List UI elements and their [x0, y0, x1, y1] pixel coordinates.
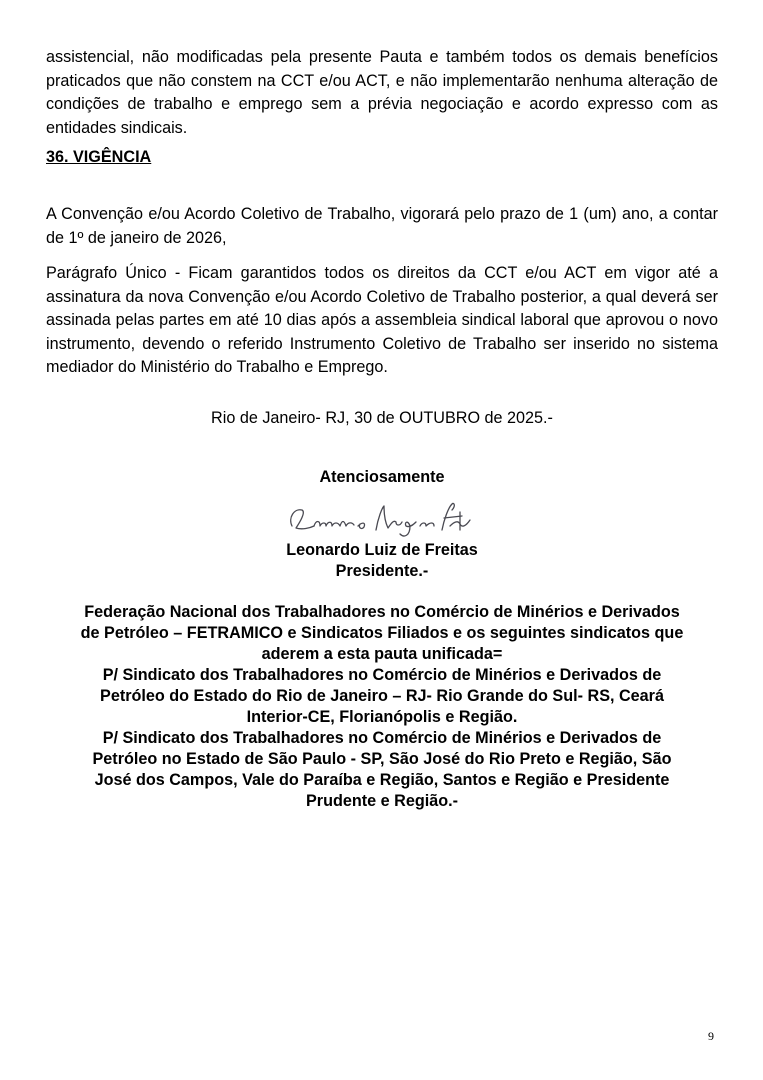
federation-block: [46, 602, 718, 812]
federation-line: Federação Nacional dos Trabalhadores no Comércio de Minérios e Derivados: [84, 603, 680, 621]
federation-line: P/ Sindicato dos Trabalhadores no Comércio de Minérios e Derivados de: [102, 729, 662, 747]
signer-block: [46, 540, 718, 582]
intro-paragraph: assistencial, não modificadas pela presente Pauta e também todos os demais benefícios praticados que não constem na CCT e/ou ACT, e não implementarão nenhuma alteração de condições de trabalho e emprego sem a prévia negociação e acordo expresso com as entidades sindicais.: [46, 48, 718, 137]
federation-line: Interior-CE, Florianópolis e Região.: [246, 708, 518, 726]
signer-title: Presidente.-: [335, 562, 429, 580]
page-number: 9: [708, 1029, 714, 1043]
federation-line: aderem a esta pauta unificada=: [261, 645, 503, 663]
federation-line: P/ Sindicato dos Trabalhadores no Comércio de Minérios e Derivados de: [102, 666, 662, 684]
federation-line: Petróleo no Estado de São Paulo - SP, São José do Rio Preto e Região, São: [92, 750, 672, 768]
handwritten-signature-icon: [284, 496, 484, 542]
signer-name: Leonardo Luiz de Freitas: [286, 541, 478, 559]
closing-salutation: Atenciosamente: [319, 468, 445, 486]
federation-line: Prudente e Região.-: [305, 792, 458, 810]
paragrafo-unico: Parágrafo Único - Ficam garantidos todos os direitos da CCT e/ou ACT em vigor até a assinatura da nova Convenção e/ou Acordo Coletivo de Trabalho posterior, a qual deverá ser assinada pelas partes em até 10 dias após a assembleia sindical laboral que aprovou o novo instrumento, devendo o referido Instrumento Coletivo de Trabalho ser inserido no sistema mediador do Ministério do Trabalho e Emprego.: [46, 264, 718, 376]
vigencia-paragraph: A Convenção e/ou Acordo Coletivo de Trabalho, vigorará pelo prazo de 1 (um) ano, a contar de 1º de janeiro de 2026,: [46, 205, 718, 247]
section-heading: 36. VIGÊNCIA: [46, 148, 152, 166]
federation-line: José dos Campos, Vale do Paraíba e Região, Santos e Região e Presidente: [94, 771, 670, 789]
federation-line: Petróleo do Estado do Rio de Janeiro – RJ- Rio Grande do Sul- RS, Ceará: [100, 687, 664, 705]
place-date: Rio de Janeiro- RJ, 30 de OUTUBRO de 2025.-: [211, 409, 553, 427]
federation-line: de Petróleo – FETRAMICO e Sindicatos Filiados e os seguintes sindicatos que: [80, 624, 684, 642]
